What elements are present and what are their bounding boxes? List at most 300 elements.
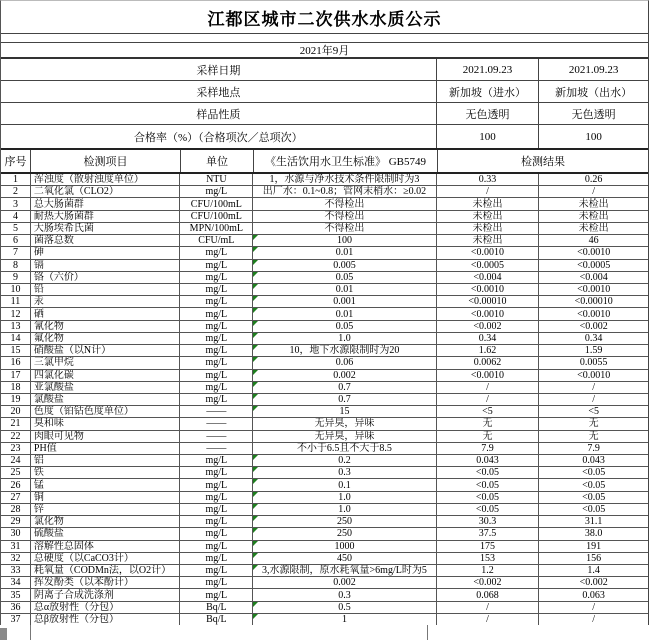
- cell-standard: 1000: [253, 541, 436, 552]
- cell-standard: 0.005: [253, 260, 436, 271]
- cell-result-1: 153: [437, 553, 540, 564]
- cell-unit: mg/L: [180, 333, 253, 344]
- cell-item: 挥发酚类（以苯酚计）: [31, 577, 181, 588]
- cell-result-1: 未检出: [437, 223, 540, 234]
- cell-comment-marker-icon: [253, 479, 258, 484]
- cell-comment-marker-icon: [253, 455, 258, 460]
- cell-result-2: /: [592, 381, 596, 393]
- table-row: [1, 186, 648, 198]
- cell-result-2: 7.9: [587, 442, 600, 454]
- table-row: [1, 577, 648, 589]
- table-row: [1, 516, 648, 528]
- cell-seq: 8: [1, 260, 31, 271]
- cell-result-1: <0.0010: [437, 284, 540, 295]
- table-row: [1, 247, 648, 259]
- cell-seq: 19: [1, 394, 31, 405]
- table-row: [1, 370, 648, 382]
- cell-comment-marker-icon: [253, 235, 258, 240]
- cell-item: 铝: [31, 455, 181, 466]
- cell-comment-marker-icon: [253, 382, 258, 387]
- cell-result-2: 无: [588, 418, 599, 430]
- cell-item: 总大肠菌群: [31, 198, 181, 209]
- cell-comment-marker-icon: [253, 357, 258, 362]
- cell-unit: mg/L: [180, 308, 253, 319]
- cell-seq: 22: [1, 431, 31, 442]
- cell-seq: 23: [1, 443, 31, 454]
- table-row: [1, 321, 648, 333]
- cell-standard: 0.05: [253, 321, 436, 332]
- cell-standard: 250: [253, 528, 436, 539]
- cell-comment-marker-icon: [253, 308, 258, 313]
- cell-unit: Bq/L: [180, 614, 253, 625]
- info-row-0: [1, 59, 648, 81]
- table-row: [1, 394, 648, 406]
- cell-item: PH值: [31, 443, 181, 454]
- cell-standard: 无异臭，异味: [253, 418, 436, 429]
- cell-result-2: <0.05: [582, 491, 606, 503]
- cell-unit: mg/L: [180, 553, 253, 564]
- cell-item: 总β放射性（分包）: [31, 614, 181, 625]
- cell-result-1: /: [437, 382, 540, 393]
- cell-unit: mg/L: [180, 528, 253, 539]
- cell-result-2: 0.043: [582, 455, 605, 467]
- cell-result-2: 无: [588, 430, 599, 442]
- cell-standard: 0.1: [253, 479, 436, 490]
- table-row: [1, 211, 648, 223]
- cell-result-2: /: [592, 186, 596, 198]
- cell-standard: 1.0: [253, 492, 436, 503]
- cell-result-2: <5: [588, 406, 599, 418]
- info-value-2: 2021.09.23: [568, 63, 619, 76]
- cell-standard: 0.05: [253, 272, 436, 283]
- cell-seq: 11: [1, 296, 31, 307]
- cell-seq: 31: [1, 541, 31, 552]
- cell-result-2: /: [592, 601, 596, 613]
- column-header-seq: 序号: [1, 150, 31, 172]
- table-row: [1, 418, 648, 430]
- cell-standard: 0.7: [253, 382, 436, 393]
- cell-comment-marker-icon: [253, 284, 258, 289]
- cell-item: 亚氯酸盐: [31, 382, 181, 393]
- cell-standard: 250: [253, 516, 436, 527]
- cell-seq: 10: [1, 284, 31, 295]
- cell-item: 铬（六价）: [31, 272, 181, 283]
- cell-result-1: <0.0010: [437, 308, 540, 319]
- cell-seq: 27: [1, 492, 31, 503]
- cell-standard: 1，水源与净水技术条件限制时为3: [253, 174, 436, 185]
- cell-item: 铅: [31, 284, 181, 295]
- cell-unit: mg/L: [180, 394, 253, 405]
- info-value-1: 无色透明: [437, 103, 540, 124]
- cell-unit: mg/L: [180, 455, 253, 466]
- cell-result-1: 175: [437, 541, 540, 552]
- cell-comment-marker-icon: [253, 614, 258, 619]
- table-row: [1, 504, 648, 516]
- cell-unit: mg/L: [180, 247, 253, 258]
- cell-standard: 0.002: [253, 577, 436, 588]
- cell-result-2: <0.0005: [577, 259, 611, 271]
- cell-item: 溶解性总固体: [31, 541, 181, 552]
- cell-result-1: 无: [437, 418, 540, 429]
- cell-item: 氯化物: [31, 516, 181, 527]
- table-row: [1, 260, 648, 272]
- cell-seq: 7: [1, 247, 31, 258]
- cell-item: 锌: [31, 504, 181, 515]
- cell-unit: mg/L: [180, 467, 253, 478]
- cell-seq: 15: [1, 345, 31, 356]
- cell-comment-marker-icon: [253, 553, 258, 558]
- table-row: [1, 443, 648, 455]
- column-header-item: 检测项目: [31, 150, 181, 172]
- cell-seq: 30: [1, 528, 31, 539]
- cell-item: 耐热大肠菌群: [31, 211, 181, 222]
- cell-result-1: /: [437, 394, 540, 405]
- cell-comment-marker-icon: [253, 296, 258, 301]
- cell-result-2: 31.1: [584, 516, 603, 528]
- info-label: 采样日期: [1, 59, 437, 80]
- cell-seq: 37: [1, 614, 31, 625]
- cell-result-2: /: [592, 394, 596, 406]
- cell-item: 铁: [31, 467, 181, 478]
- cell-result-2: 191: [586, 540, 602, 552]
- cell-seq: 28: [1, 504, 31, 515]
- cell-comment-marker-icon: [253, 370, 258, 375]
- cell-result-1: /: [437, 614, 540, 625]
- cell-unit: mg/L: [180, 589, 253, 600]
- cell-item: 菌落总数: [31, 235, 181, 246]
- cell-seq: 12: [1, 308, 31, 319]
- cell-result-1: 37.5: [437, 528, 540, 539]
- cell-unit: mg/L: [180, 382, 253, 393]
- cell-result-1: <0.00010: [437, 296, 540, 307]
- cell-result-1: 未检出: [437, 198, 540, 209]
- cell-standard: 0.01: [253, 284, 436, 295]
- cell-item: 总α放射性（分包）: [31, 602, 181, 613]
- cell-standard: 0.06: [253, 357, 436, 368]
- cell-result-1: <0.05: [437, 492, 540, 503]
- cell-comment-marker-icon: [253, 333, 258, 338]
- cell-seq: 33: [1, 565, 31, 576]
- table-row: [1, 553, 648, 565]
- table-row: [1, 602, 648, 614]
- cell-seq: 36: [1, 602, 31, 613]
- page-title: 江都区城市二次供水水质公示: [1, 1, 648, 34]
- cell-item: 二氧化氯（CLO2）: [31, 186, 181, 197]
- cell-unit: mg/L: [180, 565, 253, 576]
- table-row: [1, 284, 648, 296]
- cell-unit: MPN/100mL: [180, 223, 253, 234]
- cell-result-2: 46: [588, 235, 599, 247]
- cell-standard: 0.3: [253, 589, 436, 600]
- cell-result-1: 未检出: [437, 235, 540, 246]
- cell-result-1: 未检出: [437, 211, 540, 222]
- cell-comment-marker-icon: [253, 272, 258, 277]
- cell-result-1: <0.05: [437, 467, 540, 478]
- cell-comment-marker-icon: [253, 345, 258, 350]
- cell-result-2: 0.34: [584, 332, 603, 344]
- info-label: 采样地点: [1, 81, 437, 102]
- cell-unit: mg/L: [180, 370, 253, 381]
- cell-standard: 3,水源限制，原水耗氧量>6mg/L时为5: [253, 565, 436, 576]
- cell-result-1: 7.9: [437, 443, 540, 454]
- bottom-margin-strip: [0, 625, 650, 640]
- cell-result-1: 1.2: [437, 565, 540, 576]
- cell-seq: 9: [1, 272, 31, 283]
- cell-result-1: 0.043: [437, 455, 540, 466]
- table-row: [1, 345, 648, 357]
- cell-result-1: 30.3: [437, 516, 540, 527]
- table-row: [1, 198, 648, 210]
- cell-result-2: 156: [586, 552, 602, 564]
- cell-standard: 无异臭，异味: [253, 431, 436, 442]
- cell-comment-marker-icon: [253, 260, 258, 265]
- cell-standard: 0.01: [253, 308, 436, 319]
- cell-comment-marker-icon: [253, 394, 258, 399]
- column-header-standard: 《生活饮用水卫生标准》 GB5749: [254, 150, 438, 172]
- cell-standard: 1: [253, 614, 436, 625]
- cell-standard: 10，地下水源限制时为20: [253, 345, 436, 356]
- cell-seq: 13: [1, 321, 31, 332]
- cell-unit: NTU: [180, 174, 253, 185]
- cell-result-2: 0.063: [582, 589, 605, 601]
- cell-unit: CFU/100mL: [180, 211, 253, 222]
- cell-comment-marker-icon: [253, 321, 258, 326]
- cell-seq: 3: [1, 198, 31, 209]
- cell-comment-marker-icon: [253, 516, 258, 521]
- cell-item: 氰化物: [31, 321, 181, 332]
- cell-unit: mg/L: [180, 577, 253, 588]
- info-row-1: [1, 81, 648, 103]
- cell-result-1: <0.0010: [437, 370, 540, 381]
- cell-comment-marker-icon: [253, 541, 258, 546]
- info-label: 样品性质: [1, 103, 437, 124]
- cell-unit: mg/L: [180, 516, 253, 527]
- cell-result-2: 0.0055: [579, 357, 608, 369]
- cell-item: 铜: [31, 492, 181, 503]
- cell-unit: CFU/100mL: [180, 198, 253, 209]
- cell-item: 阴离子合成洗涤剂: [31, 589, 181, 600]
- cell-unit: mg/L: [180, 479, 253, 490]
- cell-result-2: 1.59: [584, 345, 603, 357]
- cell-result-1: <5: [437, 406, 540, 417]
- cell-seq: 16: [1, 357, 31, 368]
- cell-result-2: <0.004: [579, 271, 608, 283]
- cell-result-1: <0.0005: [437, 260, 540, 271]
- table-row: [1, 455, 648, 467]
- cell-seq: 32: [1, 553, 31, 564]
- cell-comment-marker-icon: [253, 247, 258, 252]
- cell-unit: mg/L: [180, 296, 253, 307]
- table-row: [1, 479, 648, 491]
- cell-item: 耗氧量（CODMn法，以O2计）: [31, 565, 181, 576]
- cell-standard: 100: [253, 235, 436, 246]
- cell-result-1: <0.002: [437, 577, 540, 588]
- cell-standard: 0.2: [253, 455, 436, 466]
- table-row: [1, 223, 648, 235]
- cell-unit: Bq/L: [180, 602, 253, 613]
- cell-unit: mg/L: [180, 260, 253, 271]
- cell-item: 汞: [31, 296, 181, 307]
- cell-result-1: <0.05: [437, 479, 540, 490]
- cell-result-2: 未检出: [578, 222, 609, 234]
- info-rows-section: [1, 59, 648, 148]
- table-row: [1, 296, 648, 308]
- cell-standard: 不得检出: [253, 211, 436, 222]
- cell-result-1: <0.05: [437, 504, 540, 515]
- cell-standard: 不得检出: [253, 223, 436, 234]
- table-row: [1, 333, 648, 345]
- table-row: [1, 406, 648, 418]
- cell-standard: 0.01: [253, 247, 436, 258]
- cell-comment-marker-icon: [253, 492, 258, 497]
- cell-standard: 0.3: [253, 467, 436, 478]
- cell-standard: 1.0: [253, 504, 436, 515]
- cell-seq: 4: [1, 211, 31, 222]
- cell-seq: 29: [1, 516, 31, 527]
- info-row-3: [1, 125, 648, 148]
- cell-seq: 21: [1, 418, 31, 429]
- cell-item: 臭和味: [31, 418, 181, 429]
- cell-item: 三氯甲烷: [31, 357, 181, 368]
- cell-unit: mg/L: [180, 345, 253, 356]
- cell-standard: 0.5: [253, 602, 436, 613]
- cell-comment-marker-icon: [253, 565, 258, 570]
- cell-comment-marker-icon: [253, 406, 258, 411]
- cell-unit: ——: [180, 431, 253, 442]
- table-row: [1, 174, 648, 186]
- cell-result-1: /: [437, 186, 540, 197]
- table-row: [1, 431, 648, 443]
- info-value-1: 新加坡（进水）: [437, 81, 540, 102]
- info-label: 合格率（%）（合格项次／总项次）: [1, 125, 437, 148]
- table-header-row: [1, 148, 648, 174]
- cell-item: 浑浊度（散射浊度单位）: [31, 174, 181, 185]
- table-row: [1, 565, 648, 577]
- cell-seq: 17: [1, 370, 31, 381]
- cell-item: 肉眼可见物: [31, 431, 181, 442]
- cell-seq: 6: [1, 235, 31, 246]
- cell-standard: 0.7: [253, 394, 436, 405]
- cell-result-1: 0.34: [437, 333, 540, 344]
- cell-item: 镉: [31, 260, 181, 271]
- cell-unit: mg/L: [180, 504, 253, 515]
- table-row: [1, 528, 648, 540]
- cell-standard: 0.001: [253, 296, 436, 307]
- cell-result-1: 0.33: [437, 174, 540, 185]
- cell-unit: ——: [180, 406, 253, 417]
- info-value-1: 2021.09.23: [437, 59, 540, 80]
- corner-artifact: [0, 628, 7, 640]
- cell-item: 色度（铂钴色度单位）: [31, 406, 181, 417]
- cell-comment-marker-icon: [253, 528, 258, 533]
- cell-result-2: /: [592, 613, 596, 625]
- cell-result-2: <0.05: [582, 504, 606, 516]
- cell-result-1: 1.62: [437, 345, 540, 356]
- cell-unit: ——: [180, 443, 253, 454]
- cell-result-2: 未检出: [578, 198, 609, 210]
- table-row: [1, 382, 648, 394]
- cell-item: 硒: [31, 308, 181, 319]
- cell-seq: 34: [1, 577, 31, 588]
- cell-unit: mg/L: [180, 272, 253, 283]
- cell-standard: 出厂水：0.1~0.8；管网末梢水：≥0.02: [253, 186, 436, 197]
- cell-standard: 1.0: [253, 333, 436, 344]
- cell-unit: mg/L: [180, 357, 253, 368]
- cell-standard: 450: [253, 553, 436, 564]
- cell-result-2: <0.0010: [577, 369, 611, 381]
- table-row: [1, 272, 648, 284]
- cell-item: 四氯化碳: [31, 370, 181, 381]
- cell-result-2: <0.002: [579, 320, 608, 332]
- info-value-2: 新加坡（出水）: [555, 86, 633, 99]
- cell-unit: mg/L: [180, 541, 253, 552]
- cell-seq: 35: [1, 589, 31, 600]
- cell-result-1: <0.0010: [437, 247, 540, 258]
- info-value-2: 100: [585, 130, 602, 143]
- cell-result-2: <0.05: [582, 467, 606, 479]
- cell-item: 硫酸盐: [31, 528, 181, 539]
- period-label: 2021年9月: [1, 43, 648, 59]
- cell-standard: 15: [253, 406, 436, 417]
- cell-item: 总硬度（以CaCO3计）: [31, 553, 181, 564]
- cell-comment-marker-icon: [253, 504, 258, 509]
- cell-result-2: 未检出: [578, 210, 609, 222]
- cell-result-1: <0.004: [437, 272, 540, 283]
- cell-item: 锰: [31, 479, 181, 490]
- cell-unit: ——: [180, 418, 253, 429]
- cell-result-1: <0.002: [437, 321, 540, 332]
- cell-seq: 26: [1, 479, 31, 490]
- table-row: [1, 589, 648, 601]
- cell-seq: 14: [1, 333, 31, 344]
- cell-result-2: 0.26: [584, 174, 603, 186]
- table-row: [1, 467, 648, 479]
- cell-result-1: 无: [437, 431, 540, 442]
- data-rows-section: [1, 174, 648, 626]
- cell-seq: 1: [1, 174, 31, 185]
- table-row: [1, 235, 648, 247]
- cell-seq: 24: [1, 455, 31, 466]
- cell-result-2: <0.0010: [577, 284, 611, 296]
- cell-standard: 不小于6.5且不大于8.5: [253, 443, 436, 454]
- table-row: [1, 541, 648, 553]
- cell-result-2: <0.0010: [577, 247, 611, 259]
- cell-result-1: 0.0062: [437, 357, 540, 368]
- info-value-2: 无色透明: [571, 108, 616, 121]
- cell-seq: 5: [1, 223, 31, 234]
- cell-seq: 2: [1, 186, 31, 197]
- cell-item: 氯酸盐: [31, 394, 181, 405]
- cell-comment-marker-icon: [253, 602, 258, 607]
- cell-result-2: <0.05: [582, 479, 606, 491]
- cell-comment-marker-icon: [253, 467, 258, 472]
- cell-standard: 不得检出: [253, 198, 436, 209]
- info-row-2: [1, 103, 648, 125]
- cell-unit: mg/L: [180, 492, 253, 503]
- cell-result-2: <0.0010: [577, 308, 611, 320]
- grid-stub: [30, 625, 31, 640]
- cell-unit: mg/L: [180, 186, 253, 197]
- cell-item: 氟化物: [31, 333, 181, 344]
- column-header-unit: 单位: [181, 150, 254, 172]
- cell-item: 砷: [31, 247, 181, 258]
- cell-seq: 20: [1, 406, 31, 417]
- cell-item: 硝酸盐（以N计）: [31, 345, 181, 356]
- cell-item: 大肠埃希氏菌: [31, 223, 181, 234]
- cell-seq: 25: [1, 467, 31, 478]
- cell-unit: mg/L: [180, 284, 253, 295]
- cell-unit: mg/L: [180, 321, 253, 332]
